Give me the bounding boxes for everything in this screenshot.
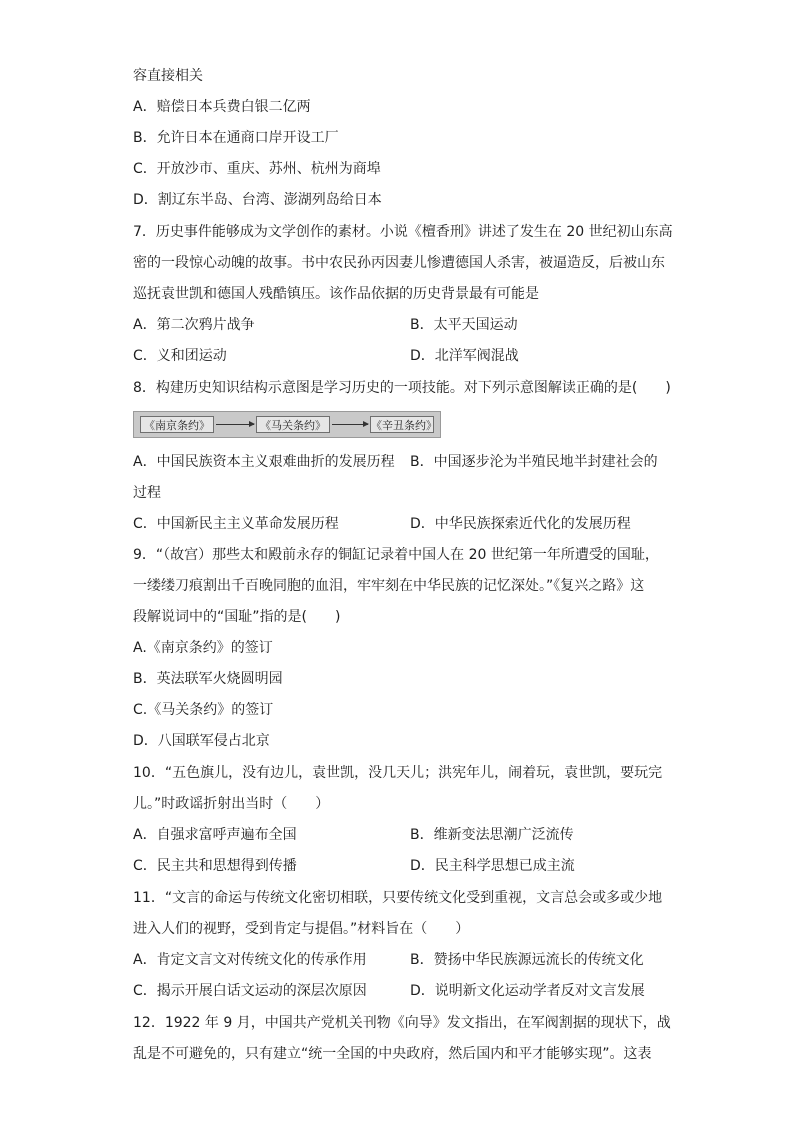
question-11: 11．“文言的命运与传统文化密切相联，只要传统文化受到重视，文言总会或多或少地	[133, 890, 663, 906]
option-a: A．自强求富呼声遍布全国	[133, 827, 297, 843]
option-b-cont: 过程	[133, 485, 161, 501]
diagram-box-xinchou: 《辛丑条约》	[370, 416, 434, 433]
text-line: 容直接相关	[133, 68, 203, 84]
option-b: B．太平天国运动	[410, 317, 518, 333]
option-c: C．揭示开展白话文运动的深层次原因	[133, 983, 367, 999]
option-c: C．中国新民主主义革命发展历程	[133, 516, 339, 532]
option-c: C．开放沙市、重庆、苏州、杭州为商埠	[133, 161, 381, 177]
option-d: D．说明新文化运动学者反对文言发展	[410, 983, 645, 999]
option-a: A．中国民族资本主义艰难曲折的发展历程	[133, 454, 395, 470]
treaty-diagram	[133, 411, 441, 438]
option-b: B．允许日本在通商口岸开设工厂	[133, 130, 339, 146]
arrow-icon	[216, 424, 254, 425]
question-9: 9．“（故宫）那些太和殿前永存的铜缸记录着中国人在 20 世纪第一年所遭受的国耻，	[133, 547, 659, 563]
option-d: D．北洋军阀混战	[410, 348, 519, 364]
question-7: 7．历史事件能够成为文学创作的素材。小说《檀香刑》讲述了发生在 20 世纪初山东高	[133, 224, 673, 240]
option-b: B．维新变法思潮广泛流传	[410, 827, 574, 843]
question-9-text: 一缕缕刀痕割出千百晚同胞的血泪，牢牢刻在中华民族的记忆深处。”《复兴之路》这	[133, 578, 645, 594]
question-9-text: 段解说词中的“国耻”指的是( )	[133, 609, 341, 625]
option-c: C.《马关条约》的签订	[133, 702, 274, 718]
option-b: B．赞扬中华民族源远流长的传统文化	[410, 952, 644, 968]
question-12: 12．1922 年 9 月，中国共产党机关刊物《向导》发文指出，在军阀割据的现状下，战	[133, 1015, 671, 1031]
question-12-text: 乱是不可避免的，只有建立“统一全国的中央政府，然后国内和平才能够实现”。这表	[133, 1046, 652, 1062]
option-d: D．割辽东半岛、台湾、澎湖列岛给日本	[133, 192, 382, 208]
question-8: 8．构建历史知识结构示意图是学习历史的一项技能。对下列示意图解读正确的是( )	[133, 380, 671, 396]
arrow-icon	[332, 424, 368, 425]
option-d: D．中华民族探索近代化的发展历程	[410, 516, 631, 532]
option-a: A．第二次鸦片战争	[133, 317, 255, 333]
question-11-text: 进入人们的视野，受到肯定与提倡。”材料旨在（ ）	[133, 921, 470, 937]
option-a: A．赔偿日本兵费白银二亿两	[133, 99, 311, 115]
question-10-text: 儿。”时政谣折射出当时（ ）	[133, 796, 330, 812]
option-d: D．民主科学思想已成主流	[410, 858, 575, 874]
option-a: A.《南京条约》的签订	[133, 640, 273, 656]
diagram-box-nanjing: 《南京条约》	[140, 416, 214, 433]
option-c: C．义和团运动	[133, 348, 227, 364]
option-d: D．八国联军侵占北京	[133, 733, 270, 749]
option-c: C．民主共和思想得到传播	[133, 858, 297, 874]
option-b: B．中国逐步沦为半殖民地半封建社会的	[410, 454, 658, 470]
option-a: A．肯定文言文对传统文化的传承作用	[133, 952, 367, 968]
diagram-box-maguan: 《马关条约》	[256, 416, 330, 433]
question-7-text: 巡抚袁世凯和德国人残酷镇压。该作品依据的历史背景最有可能是	[133, 286, 539, 302]
question-7-text: 密的一段惊心动魄的故事。书中农民孙丙因妻儿惨遭德国人杀害，被逼造反，后被山东	[133, 255, 665, 271]
question-10: 10．“五色旗儿，没有边儿，袁世凯，没几天儿；洪宪年儿，闹着玩，袁世凯，要玩完	[133, 765, 663, 781]
option-b: B．英法联军火烧圆明园	[133, 671, 283, 687]
